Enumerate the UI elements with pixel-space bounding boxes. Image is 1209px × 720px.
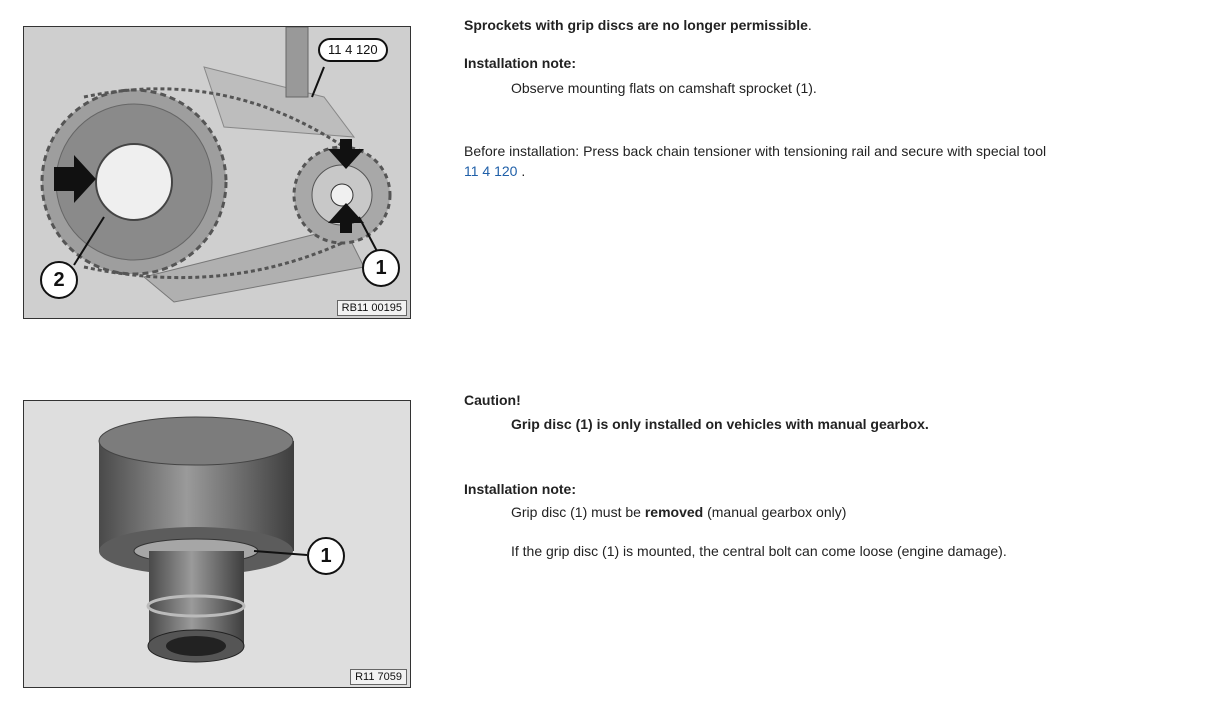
- sprocket-illustration: [24, 27, 410, 318]
- no-grip-disc-note: [464, 15, 812, 35]
- special-tool-link[interactable]: 11 4 120: [464, 163, 518, 179]
- installation-note-label: Installation note:: [464, 55, 576, 71]
- removed-note: [464, 502, 846, 522]
- figure-grip-disc: [23, 400, 411, 688]
- installation-note-text: Observe mounting flats on camshaft sprocket (1).: [511, 80, 817, 96]
- engine-damage-note: If the grip disc (1) is mounted, the central bolt can come loose (engine damage).: [511, 543, 1007, 559]
- no-grip-disc-period: .: [807, 17, 812, 33]
- special-tool-link-suffix: .: [517, 163, 526, 179]
- special-tool-callout: 11 4 120: [318, 38, 388, 62]
- caution-text: Grip disc (1) is only installed on vehicles with manual gearbox.: [511, 416, 929, 432]
- installation-note-label-2: Installation note:: [464, 481, 576, 497]
- callout-1: 1: [362, 249, 400, 287]
- grip-disc-illustration: [24, 401, 410, 687]
- removed-prefix: Grip disc (1) must be: [511, 504, 645, 520]
- figure-code: RB11 00195: [337, 300, 407, 316]
- before-installation-body: Before installation: Press back chain tensioner with tensioning rail and secure with special tool: [464, 143, 1047, 159]
- removed-word: removed: [644, 504, 704, 520]
- figure-camshaft-sprocket: [23, 26, 411, 319]
- removed-suffix: (manual gearbox only): [703, 504, 847, 520]
- figure-code-2: R11 7059: [350, 669, 407, 685]
- caution-label: Caution!: [464, 392, 521, 408]
- no-grip-disc-text: Sprockets with grip discs are no longer permissible: [464, 17, 808, 33]
- before-installation-text: [464, 141, 1204, 181]
- callout-2: 2: [40, 261, 78, 299]
- callout-1-grip-disc: 1: [307, 537, 345, 575]
